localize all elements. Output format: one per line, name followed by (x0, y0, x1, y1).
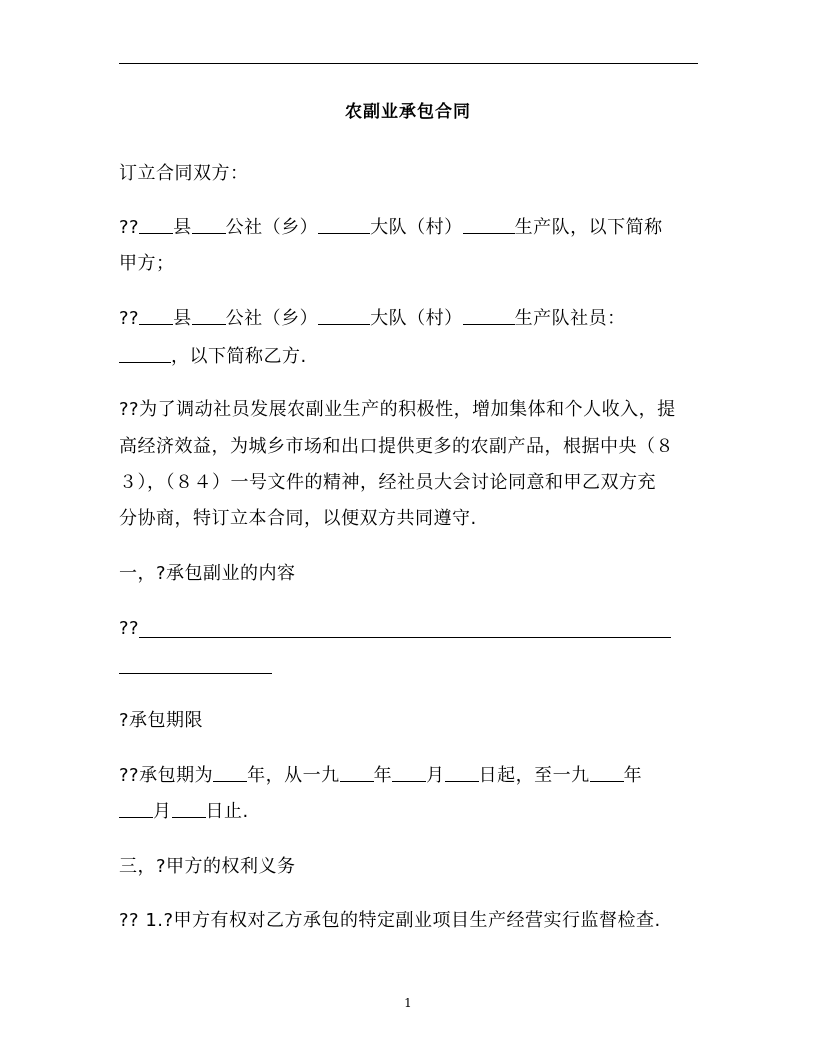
party-b-brigade-label: 大队（村） (370, 308, 463, 329)
party-b-county-label: 县 (173, 308, 192, 329)
start-year-label: 年 (373, 765, 393, 786)
party-a-team-label: 生产队，以下简称 (514, 217, 663, 238)
party-a-commune-label: 公社（乡） (225, 217, 319, 238)
party-a-commune-blank (192, 216, 226, 234)
parties-intro: 订立合同双方： (119, 163, 249, 184)
section1-prefix: ?? (119, 618, 140, 639)
party-a-county-blank (139, 216, 173, 234)
section1-content-blank (139, 637, 671, 638)
party-a-line1 (119, 216, 663, 239)
end-month-blank (119, 800, 153, 818)
end-year-blank (590, 764, 624, 782)
preamble-line1: ??为了调动社员发展农副业生产的积极性，增加集体和个人收入，提 (119, 399, 676, 420)
party-b-member-blank (119, 345, 171, 363)
start-month-blank (392, 764, 426, 782)
party-b-team-label: 生产队社员： (514, 308, 626, 329)
start-day-blank (445, 764, 479, 782)
document-title: 农副业承包合同 (345, 102, 471, 122)
party-b-line2 (119, 345, 307, 368)
preamble-line2: 高经济效益，为城乡市场和出口提供更多的农副产品，根据中央（８ (119, 436, 674, 457)
party-b-county-blank (139, 307, 173, 325)
end-year-label: 年 (623, 765, 643, 786)
term-years-blank (213, 764, 247, 782)
term-label: ??承包期为 (119, 765, 214, 786)
party-b-commune-blank (192, 307, 226, 325)
section3-item1: ?? 1.?甲方有权对乙方承包的特定副业项目生产经营实行监督检查. (119, 910, 661, 931)
end-month-label: 月 (153, 801, 172, 822)
party-b-line1 (119, 307, 626, 330)
party-a-brigade-label: 大队（村） (370, 217, 463, 238)
party-a-prefix: ?? (119, 217, 140, 238)
start-month-label: 月 (426, 765, 445, 786)
party-b-prefix: ?? (119, 308, 140, 329)
start-day-label: 日起，至一九 (478, 765, 590, 786)
party-a-team-blank (463, 216, 515, 234)
start-year-blank (340, 764, 374, 782)
party-b-team-blank (463, 307, 515, 325)
section1-heading: 一，?承包副业的内容 (119, 563, 296, 584)
section2-line2 (119, 800, 249, 823)
party-a-brigade-blank (318, 216, 370, 234)
section2-line1 (119, 764, 642, 787)
party-b-brigade-blank (318, 307, 370, 325)
party-a-county-label: 县 (173, 217, 192, 238)
party-a-line2: 甲方； (119, 253, 175, 274)
section3-heading: 三，?甲方的权利义务 (119, 856, 296, 877)
section1-content-blank-2 (119, 673, 272, 674)
header-rule (119, 63, 698, 64)
section1-content-line (119, 618, 139, 640)
end-day-label: 日止. (205, 801, 249, 822)
preamble-line3: ３），（８４）一号文件的精神，经社员大会讨论同意和甲乙双方充 (119, 472, 656, 493)
section2-heading: ?承包期限 (119, 710, 204, 731)
party-b-line2-suffix: ，以下简称乙方. (171, 346, 307, 367)
page-number: 1 (404, 996, 412, 1010)
term-from-label: 年，从一九 (247, 765, 340, 786)
preamble-line4: 分协商，特订立本合同，以便双方共同遵守. (119, 508, 477, 529)
end-day-blank (172, 800, 206, 818)
party-b-commune-label: 公社（乡） (225, 308, 319, 329)
